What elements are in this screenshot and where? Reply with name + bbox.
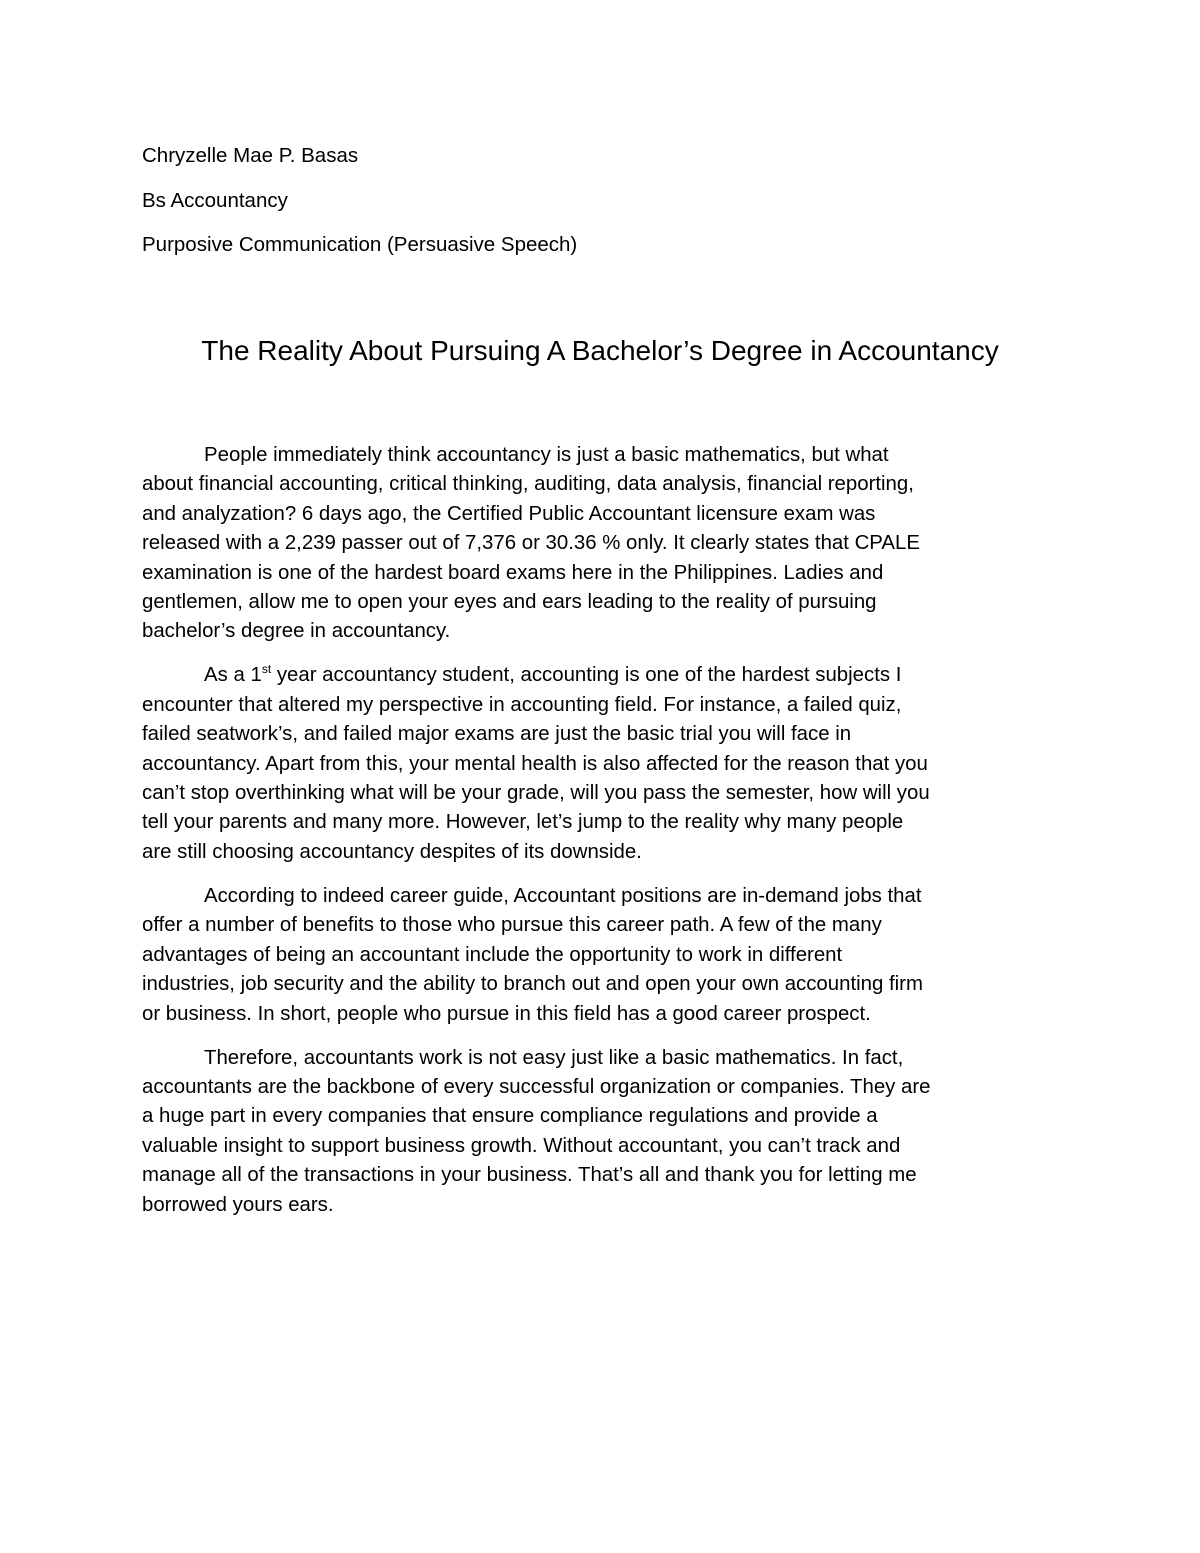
paragraph-line: and analyzation? 6 days ago, the Certified Public Accountant licensure exam was	[142, 502, 876, 525]
paragraph-line: accountancy. Apart from this, your mental health is also affected for the reason that you	[142, 752, 928, 775]
paragraph-3	[142, 882, 1072, 1029]
paragraph-line: released with a 2,239 passer out of 7,376 or 30.36 % only. It clearly states that CPALE	[142, 532, 920, 555]
ordinal-suffix: st	[261, 662, 272, 677]
paragraph-line: Therefore, accountants work is not easy just like a basic mathematics. In fact,	[204, 1046, 904, 1069]
paragraph-line: encounter that altered my perspective in accounting field. For instance, a failed quiz,	[142, 693, 902, 716]
document-body	[142, 441, 1072, 1235]
paragraph-text: year accountancy student, accounting is one of the hardest subjects I	[271, 664, 902, 687]
course-name: Purposive Communication (Persuasive Speech)	[142, 233, 578, 256]
paragraph-1	[142, 441, 1072, 647]
paragraph-line: bachelor’s degree in accountancy.	[142, 620, 451, 643]
paragraph-line: gentlemen, allow me to open your eyes and ears leading to the reality of pursuing	[142, 591, 877, 614]
paragraph-line: accountants are the backbone of every successful organization or companies. They are	[142, 1075, 931, 1098]
paragraph-line: about financial accounting, critical thinking, auditing, data analysis, financial reporting,	[142, 473, 914, 496]
paragraph-line: examination is one of the hardest board exams here in the Philippines. Ladies and	[142, 561, 884, 584]
paragraph-line: failed seatwork’s, and failed major exams are just the basic trial you will face in	[142, 723, 852, 746]
paragraph-4	[142, 1044, 1072, 1220]
paragraph-line: According to indeed career guide, Accountant positions are in-demand jobs that	[204, 884, 922, 907]
paragraph-line: a huge part in every companies that ensure compliance regulations and provide a	[142, 1105, 878, 1128]
paragraph-line: borrowed yours ears.	[142, 1193, 334, 1216]
paragraph-first-line	[142, 661, 1072, 690]
paragraph-line: offer a number of benefits to those who pursue this career path. A few of the many	[142, 914, 882, 937]
paragraph-line: are still choosing accountancy despites of its downside.	[142, 840, 642, 863]
paragraph-text: As a 1	[204, 664, 262, 687]
paragraph-line: People immediately think accountancy is just a basic mathematics, but what	[204, 444, 889, 466]
paragraph-line: manage all of the transactions in your business. That’s all and thank you for letting me	[142, 1164, 917, 1187]
paragraph-2	[142, 661, 1072, 867]
paragraph-line: valuable insight to support business growth. Without accountant, you can’t track and	[142, 1134, 901, 1157]
program-name: Bs Accountancy	[142, 189, 288, 212]
author-name: Chryzelle Mae P. Basas	[142, 144, 359, 167]
paragraph-line: industries, job security and the ability to branch out and open your own accounting firm	[142, 973, 923, 996]
paragraph-line: can’t stop overthinking what will be your grade, will you pass the semester, how will you	[142, 782, 930, 805]
paragraph-line: or business. In short, people who pursue in this field has a good career prospect.	[142, 1002, 871, 1025]
document-title: The Reality About Pursuing A Bachelor’s Degree in Accountancy	[201, 335, 999, 366]
paragraph-line: tell your parents and many more. However, let’s jump to the reality why many people	[142, 811, 904, 834]
paragraph-line: advantages of being an accountant include the opportunity to work in different	[142, 943, 843, 966]
